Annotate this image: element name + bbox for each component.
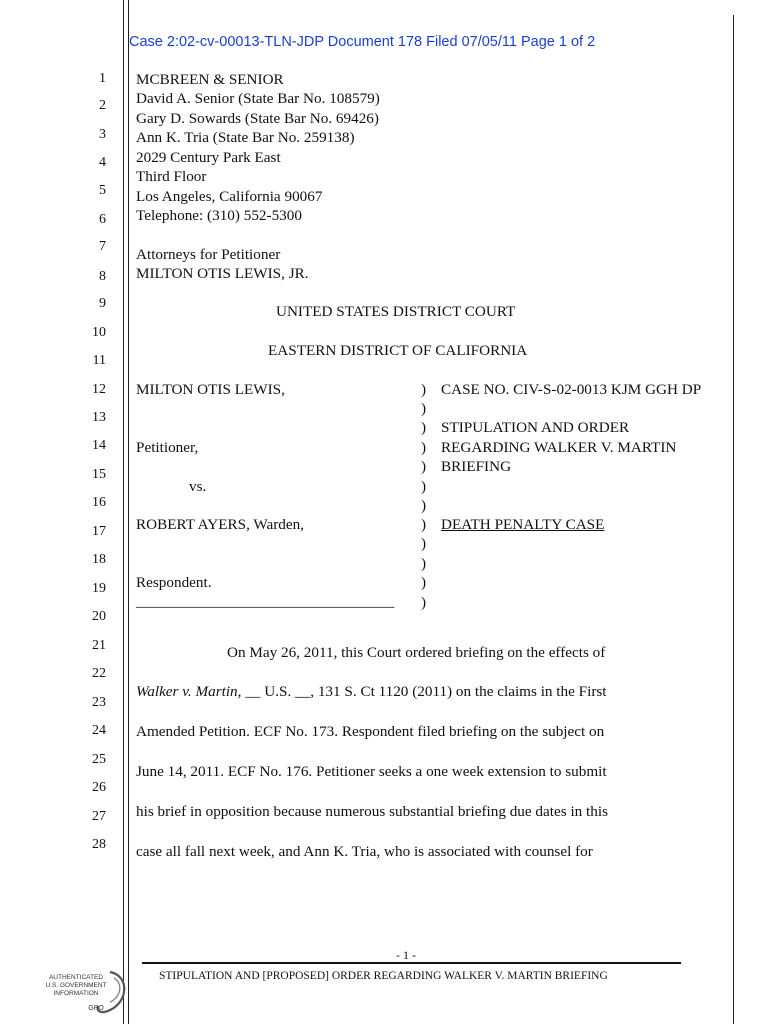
seal-line-2: U.S. GOVERNMENT: [45, 982, 107, 989]
caption-paren: ): [421, 478, 427, 495]
line-number: 26: [92, 780, 106, 795]
line-number: 21: [92, 638, 106, 653]
line-number: 19: [92, 581, 106, 596]
page-number: - 1 -: [396, 948, 416, 962]
line-number: 16: [92, 495, 106, 510]
case-number: CASE NO. CIV-S-02-0013 KJM GGH DP: [441, 381, 702, 398]
line-number: 22: [92, 666, 106, 681]
body-line: On May 26, 2011, this Court ordered briefing on the effects of: [227, 644, 606, 661]
line-number: 23: [92, 695, 106, 710]
document-title: STIPULATION AND ORDER: [441, 419, 630, 436]
line-number: 2: [99, 98, 106, 113]
body-line-rest: , __ U.S. __, 131 S. Ct 1120 (2011) on the claims in the First: [237, 683, 607, 700]
respondent-role: Respondent.: [136, 574, 212, 591]
line-number: 3: [99, 127, 106, 142]
line-number: 18: [92, 552, 106, 567]
caption-paren: ): [421, 497, 427, 514]
court-name: UNITED STATES DISTRICT COURT: [276, 303, 516, 320]
petitioner-name: MILTON OTIS LEWIS,: [136, 381, 285, 398]
seal-line-1: AUTHENTICATED: [48, 974, 104, 981]
line-number: 8: [99, 269, 106, 284]
caption-paren: ): [421, 594, 427, 611]
line-number: 25: [92, 752, 106, 767]
address-line: 2029 Century Park East: [136, 149, 281, 166]
filing-stamp: Case 2:02-cv-00013-TLN-JDP Document 178 Filed 07/05/11 Page 1 of 2: [129, 34, 596, 50]
document-title: BRIEFING: [441, 458, 512, 475]
caption-paren: ): [421, 516, 427, 533]
footer-title: STIPULATION AND [PROPOSED] ORDER REGARDING WALKER V. MARTIN BRIEFING: [159, 970, 608, 982]
caption-paren: ): [421, 535, 427, 552]
client-name: MILTON OTIS LEWIS, JR.: [136, 265, 309, 282]
line-number: 13: [92, 410, 106, 425]
petitioner-role: Petitioner,: [136, 439, 199, 456]
case-citation: Walker v. Martin: [136, 683, 238, 700]
court-district: EASTERN DISTRICT OF CALIFORNIA: [268, 342, 528, 359]
left-margin-rule-2: [128, 0, 129, 1024]
document-title: REGARDING WALKER V. MARTIN: [441, 439, 677, 456]
death-penalty-label: DEATH PENALTY CASE: [441, 516, 605, 533]
attorney-name: Gary D. Sowards (State Bar No. 69426): [136, 110, 379, 127]
line-number: 1: [99, 71, 106, 86]
body-line: case all fall next week, and Ann K. Tria, who is associated with counsel for: [136, 843, 593, 860]
line-number: 27: [92, 809, 106, 824]
footer-rule: [142, 962, 681, 964]
firm-name: MCBREEN & SENIOR: [136, 71, 284, 88]
line-number: 6: [99, 212, 106, 227]
seal-line-3: INFORMATION: [53, 990, 99, 997]
line-number: 17: [92, 524, 106, 539]
caption-paren: ): [421, 458, 427, 475]
line-number: 5: [99, 183, 106, 198]
attorney-role: Attorneys for Petitioner: [136, 246, 281, 263]
body-line: [136, 682, 607, 701]
line-number: 7: [99, 239, 106, 254]
versus: vs.: [189, 478, 207, 495]
line-number: 9: [99, 296, 106, 311]
respondent-name: ROBERT AYERS, Warden,: [136, 516, 305, 533]
telephone: Telephone: (310) 552-5300: [136, 207, 302, 224]
caption-paren: ): [421, 400, 427, 417]
attorney-name: Ann K. Tria (State Bar No. 259138): [136, 129, 355, 146]
line-number: 4: [99, 155, 106, 170]
seal-line-4: GPO: [88, 1005, 104, 1012]
gpo-authentication-seal: [40, 966, 130, 1020]
line-number: 24: [92, 723, 106, 738]
caption-paren: ): [421, 574, 427, 591]
caption-paren: ): [421, 439, 427, 456]
body-line: June 14, 2011. ECF No. 176. Petitioner seeks a one week extension to submit: [136, 763, 607, 780]
caption-paren: ): [421, 555, 427, 572]
line-number: 15: [92, 467, 106, 482]
caption-paren: ): [421, 381, 427, 398]
line-number: 12: [92, 382, 106, 397]
body-line: his brief in opposition because numerous substantial briefing due dates in this: [136, 803, 608, 820]
line-number: 11: [92, 353, 106, 368]
gpo-seal-icon: [40, 966, 130, 1020]
left-margin-rule-1: [123, 0, 124, 1024]
caption-paren: ): [421, 419, 427, 436]
body-line: Amended Petition. ECF No. 173. Respondent filed briefing on the subject on: [136, 723, 605, 740]
attorney-name: David A. Senior (State Bar No. 108579): [136, 90, 380, 107]
right-margin-rule: [733, 15, 734, 1024]
address-line: Third Floor: [136, 168, 207, 185]
line-number: 28: [92, 837, 106, 852]
line-number: 10: [92, 325, 106, 340]
line-number: 14: [92, 438, 106, 453]
line-number: 20: [92, 609, 106, 624]
address-city: Los Angeles, California 90067: [136, 188, 323, 205]
caption-underline: __________________________________: [136, 593, 395, 610]
